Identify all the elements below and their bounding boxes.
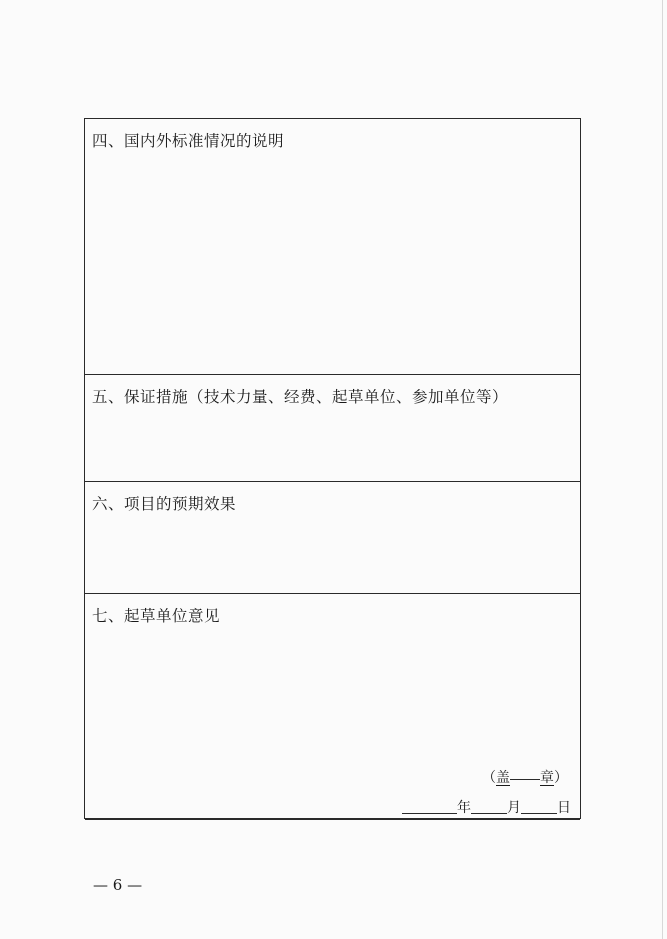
section-title-guarantee: 五、保证措施（技术力量、经费、起草单位、参加单位等） xyxy=(92,388,509,406)
year-label: 年 xyxy=(457,800,471,816)
month-blank xyxy=(471,799,507,814)
seal-close-paren: ） xyxy=(554,770,568,786)
section-guarantee-measures xyxy=(85,375,580,482)
seal-char-gai: 盖 xyxy=(496,770,510,786)
section-title-drafting-opinion: 七、起草单位意见 xyxy=(92,607,221,625)
year-blank xyxy=(402,799,457,814)
section-expected-effect xyxy=(85,482,580,594)
seal-gap-underline xyxy=(510,778,540,780)
date-line xyxy=(402,797,571,817)
seal-open-paren: （ xyxy=(482,770,496,786)
page-edge-line xyxy=(662,0,663,939)
day-label: 日 xyxy=(557,800,571,816)
form-table xyxy=(84,118,581,819)
page-number: — 6 — xyxy=(93,876,143,894)
seal-char-zhang: 章 xyxy=(540,770,554,786)
seal-line xyxy=(482,767,568,787)
day-blank xyxy=(521,799,557,814)
section-title-standards: 四、国内外标准情况的说明 xyxy=(92,132,285,150)
section-standards-description xyxy=(85,119,580,375)
section-title-expected-effect: 六、项目的预期效果 xyxy=(92,495,237,513)
month-label: 月 xyxy=(507,800,521,816)
